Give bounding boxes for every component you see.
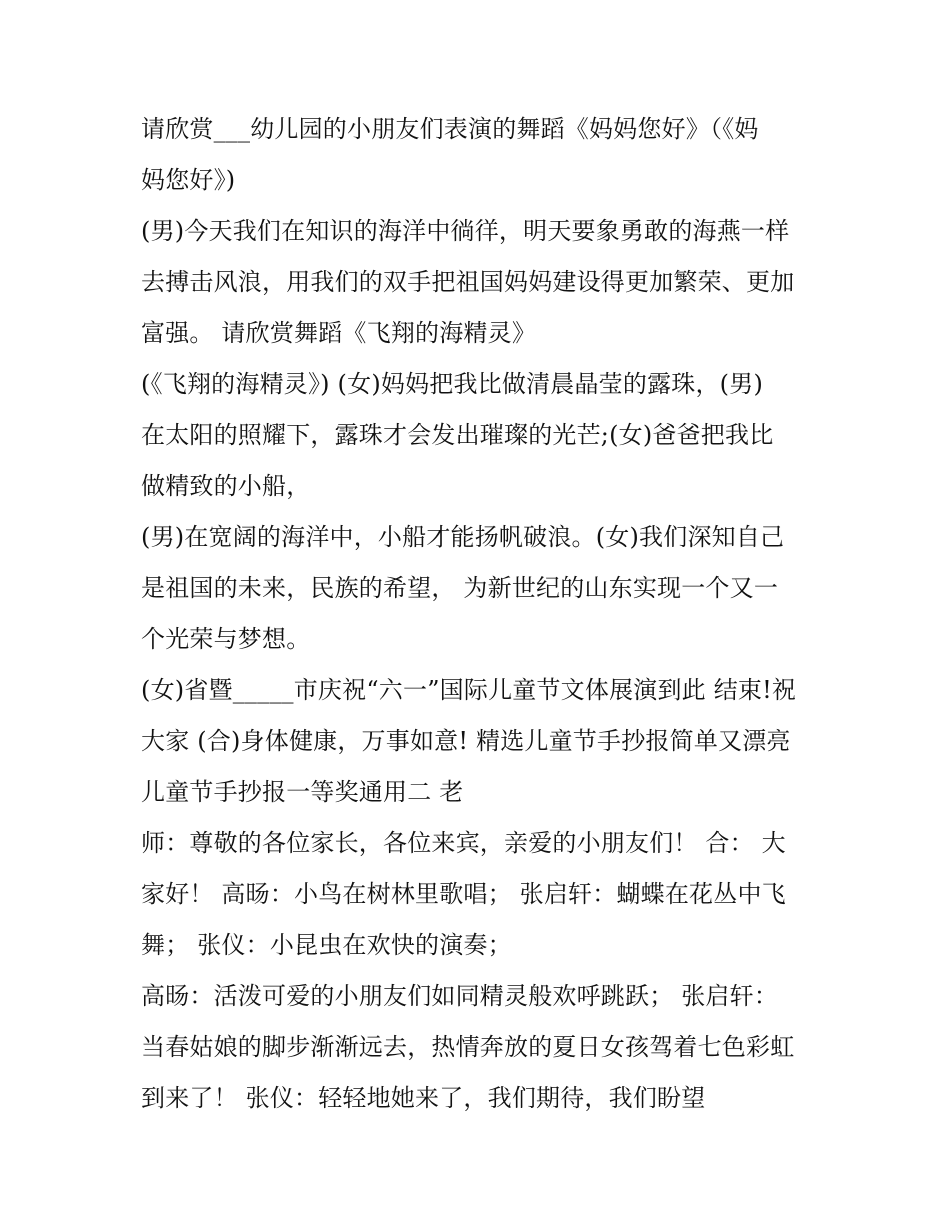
- text-line: 舞； 张仪：小昆虫在欢快的演奏；: [141, 931, 512, 959]
- document-body: [141, 104, 821, 1124]
- text-line: 个光荣与梦想。: [141, 625, 311, 653]
- text-line: 家好！ 高旸：小鸟在树林里歌唱； 张启轩：蝴蝶在花丛中飞: [141, 880, 786, 908]
- text-line: 儿童节手抄报一等奖通用二 老: [141, 778, 464, 806]
- text-line: (《飞翔的海精灵》) (女)妈妈把我比做清晨晶莹的露珠，(男): [141, 370, 764, 398]
- text-line: (男)在宽阔的海洋中，小船才能扬帆破浪。(女)我们深知自己: [141, 523, 785, 551]
- text-line: 当春姑娘的脚步渐渐远去，热情奔放的夏日女孩驾着七色彩虹: [141, 1033, 795, 1061]
- text-line: 师：尊敬的各位家长，各位来宾，亲爱的小朋友们！ 合： 大: [141, 829, 786, 857]
- text-line: 在太阳的照耀下，露珠才会发出璀璨的光芒;(女)爸爸把我比: [141, 421, 774, 449]
- text-line: 高旸：活泼可爱的小朋友们如同精灵般欢呼跳跃； 张启轩：: [141, 982, 779, 1010]
- text-line: (女)省暨_____市庆祝“六一”国际儿童节文体展演到此 结束!祝: [141, 676, 797, 704]
- text-line: 大家 (合)身体健康，万事如意! 精选儿童节手抄报简单又漂亮: [141, 727, 791, 755]
- text-line: 请欣赏___幼儿园的小朋友们表演的舞蹈《妈妈您好》（《妈: [141, 115, 759, 143]
- text-line: 去搏击风浪，用我们的双手把祖国妈妈建设得更加繁荣、更加: [141, 268, 795, 296]
- text-line: 做精致的小船，: [141, 472, 311, 500]
- text-line: 到来了！ 张仪：轻轻地她来了，我们期待，我们盼望: [141, 1084, 706, 1112]
- text-line: 是祖国的未来，民族的希望， 为新世纪的山东实现一个又一: [141, 574, 779, 602]
- text-line: 妈您好》): [141, 166, 236, 194]
- text-line: 富强。 请欣赏舞蹈《飞翔的海精灵》: [141, 319, 537, 347]
- text-line: (男)今天我们在知识的海洋中徜徉，明天要象勇敢的海燕一样: [141, 217, 790, 245]
